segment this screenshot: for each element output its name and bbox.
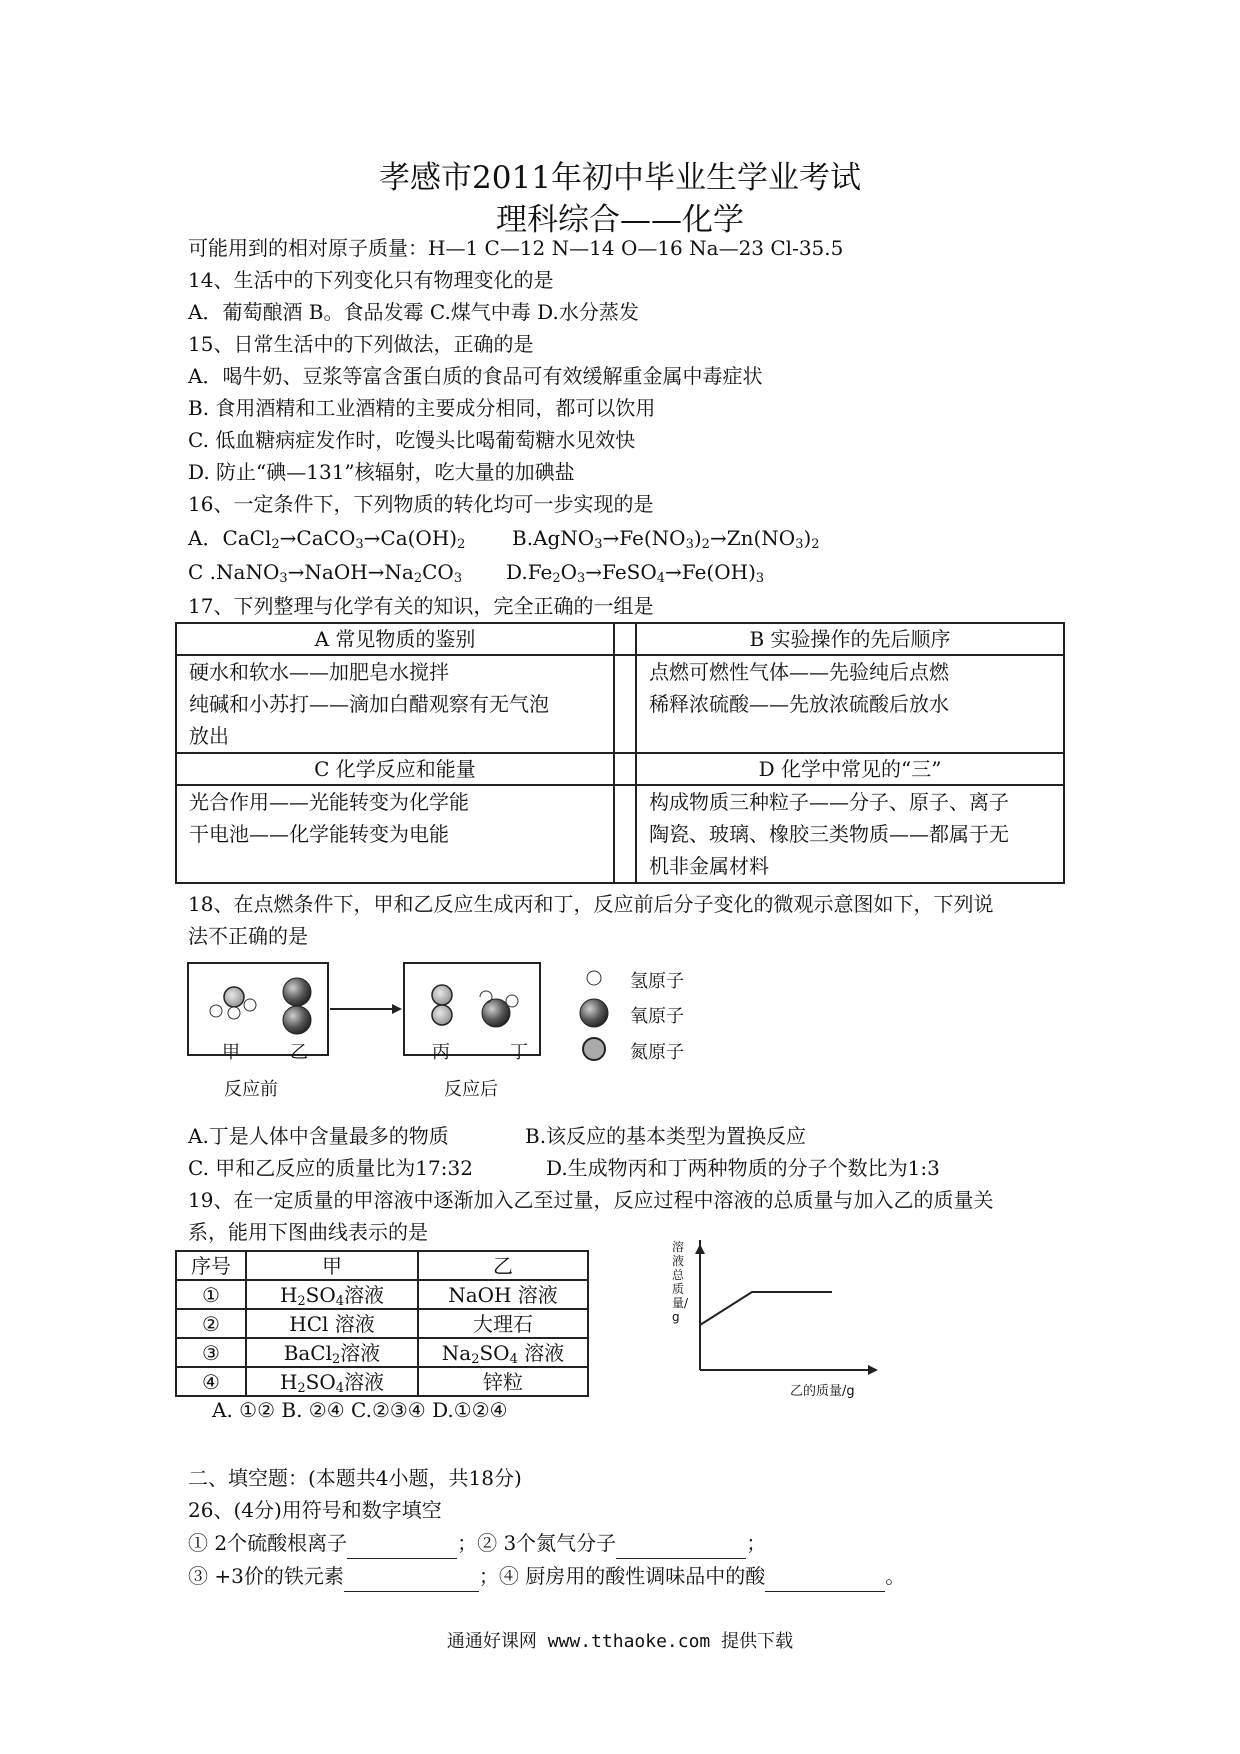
y-axis-arrow bbox=[695, 1244, 705, 1254]
q17-b-body bbox=[636, 655, 1064, 753]
q26-part4: ④ 厨房用的酸性调味品中的酸 bbox=[498, 1564, 766, 1588]
label-before: 反应前 bbox=[224, 1079, 278, 1100]
label-after: 反应后 bbox=[444, 1079, 498, 1100]
q26-part1: ① 2个硫酸根离子 bbox=[188, 1531, 348, 1555]
q17-c-item: 干电池——化学能转变为电能 bbox=[189, 822, 449, 846]
q18-option-d: D.生成物丙和丁两种物质的分子个数比为1:3 bbox=[546, 1156, 940, 1180]
nitrogen-atom bbox=[224, 987, 244, 1007]
q16-option-c: C $.NaNO_3\to NaOH\to Na_2CO_3$ bbox=[188, 560, 463, 586]
q17-gap bbox=[614, 623, 636, 655]
q18-option-c: C. 甲和乙反应的质量比为17:32 bbox=[188, 1156, 473, 1180]
hydrogen-atom bbox=[480, 991, 492, 1003]
q19-options: A. ①② B. ②④ C.②③④ D.①②④ bbox=[212, 1398, 508, 1422]
q16-option-b-label: B. bbox=[512, 526, 534, 550]
q26-part2: ② 3个氮气分子 bbox=[477, 1531, 617, 1555]
q16-option-a: A．$CaCl_2\to CaCO_3\to Ca(OH)_2$ bbox=[188, 526, 466, 552]
q15-stem: 15、日常生活中的下列做法，正确的是 bbox=[188, 332, 534, 356]
legend-nitrogen: 氮原子 bbox=[630, 1042, 684, 1063]
table-row bbox=[176, 1309, 588, 1338]
q17-gap bbox=[614, 785, 636, 883]
q17-gap bbox=[614, 655, 636, 753]
answer-blank-4[interactable] bbox=[765, 1569, 885, 1592]
legend-oxygen: 氧原子 bbox=[630, 1006, 684, 1027]
hydrogen-atom bbox=[228, 1007, 240, 1019]
q17-b-item: 稀释浓硫酸——先放浓硫酸后放水 bbox=[649, 692, 950, 716]
separator: ； bbox=[457, 1531, 478, 1555]
hydrogen-atom bbox=[506, 995, 518, 1007]
q18-option-a: A.丁是人体中含量最多的物质 bbox=[188, 1124, 449, 1148]
separator: ； bbox=[746, 1531, 767, 1555]
q17-a-item: 硬水和软水——加肥皂水搅拌 bbox=[189, 660, 449, 684]
row-number: ③ bbox=[176, 1338, 246, 1367]
oxygen-atom bbox=[283, 978, 311, 1006]
q15-option-d: D. 防止“碘—131”核辐射，吃大量的加碘盐 bbox=[188, 460, 575, 484]
row-number: ② bbox=[176, 1309, 246, 1338]
q17-c-header: C 化学反应和能量 bbox=[176, 753, 614, 785]
x-axis-arrow bbox=[868, 1365, 878, 1375]
hydrogen-legend-icon bbox=[587, 971, 601, 985]
answer-blank-2[interactable] bbox=[616, 1536, 746, 1559]
q17-d-body bbox=[636, 785, 1064, 883]
separator: ； bbox=[478, 1564, 499, 1588]
q19-stem-1: 19、在一定质量的甲溶液中逐渐加入乙至过量，反应过程中溶液的总质量与加入乙的质量关 bbox=[188, 1188, 994, 1212]
q17-d-item: 陶瓷、玻璃、橡胶三类物质——都属于无 bbox=[649, 822, 1010, 846]
q19-solution-table bbox=[175, 1250, 589, 1397]
q17-stem: 17、下列整理与化学有关的知识，完全正确的一组是 bbox=[188, 594, 654, 618]
row-jia: $H_2SO_4$溶液 bbox=[246, 1280, 418, 1309]
q17-a-item: 放出 bbox=[189, 724, 229, 748]
q17-c-body bbox=[176, 785, 614, 883]
q16-option-d-label: D. bbox=[506, 560, 528, 584]
q16-stem: 16、一定条件下，下列物质的转化均可一步实现的是 bbox=[188, 492, 654, 516]
label-yi: 乙 bbox=[290, 1042, 308, 1063]
footer-source: 通通好课网 www.tthaoke.com 提供下载 bbox=[446, 1631, 794, 1652]
q26-stem: 26、(4分)用符号和数字填空 bbox=[188, 1498, 442, 1522]
row-jia: HCl 溶液 bbox=[246, 1309, 418, 1338]
q18-option-b: B.该反应的基本类型为置换反应 bbox=[525, 1124, 807, 1148]
q26-part3: ③ +3价的铁元素 bbox=[188, 1564, 344, 1588]
q17-b-header: B 实验操作的先后顺序 bbox=[636, 623, 1064, 655]
q16-option-a-label: A． bbox=[188, 526, 223, 550]
exam-subtitle: 理科综合——化学 bbox=[496, 202, 744, 238]
q15-option-c: C. 低血糖病症发作时，吃馒头比喝葡萄糖水见效快 bbox=[188, 428, 636, 452]
row-yi: 锌粒 bbox=[418, 1367, 588, 1396]
section2-heading: 二、填空题：(本题共4小题，共18分) bbox=[188, 1466, 522, 1490]
q17-gap bbox=[614, 753, 636, 785]
row-yi: NaOH 溶液 bbox=[418, 1280, 588, 1309]
col-header-no: 序号 bbox=[176, 1251, 246, 1280]
row-jia: $H_2SO_4$溶液 bbox=[246, 1367, 418, 1396]
q26-line1 bbox=[188, 1527, 766, 1559]
answer-blank-1[interactable] bbox=[347, 1536, 457, 1559]
solution-word: 溶液 bbox=[344, 1282, 385, 1307]
q17-a-item: 纯碱和小苏打——滴加白醋观察有无气泡 bbox=[189, 692, 549, 716]
q17-knowledge-table bbox=[175, 622, 1065, 884]
q18-stem-1: 18、在点燃条件下，甲和乙反应生成丙和丁，反应前后分子变化的微观示意图如下，下列说 bbox=[188, 892, 994, 916]
nitrogen-atom bbox=[432, 985, 452, 1005]
oxygen-legend-icon bbox=[580, 999, 608, 1027]
row-yi: $Na_2SO_4$ 溶液 bbox=[418, 1338, 588, 1367]
row-number: ① bbox=[176, 1280, 246, 1309]
solution-word: 溶液 bbox=[340, 1340, 381, 1365]
label-bing: 丙 bbox=[432, 1042, 450, 1063]
table-row bbox=[176, 1367, 588, 1396]
row-number: ④ bbox=[176, 1367, 246, 1396]
atomic-masses: 可能用到的相对原子质量：H—1 C—12 N—14 O—16 Na—23 Cl-35.5 bbox=[188, 236, 844, 260]
col-header-jia: 甲 bbox=[246, 1251, 418, 1280]
row-yi: 大理石 bbox=[418, 1309, 588, 1338]
q17-b-item: 点燃可燃性气体——先验纯后点燃 bbox=[649, 660, 950, 684]
q15-option-b: B. 食用酒精和工业酒精的主要成分相同，都可以饮用 bbox=[188, 396, 656, 420]
answer-blank-3[interactable] bbox=[344, 1569, 479, 1592]
hydrogen-atom bbox=[244, 999, 256, 1011]
row-jia: BaCl$_2$溶液 bbox=[246, 1338, 418, 1367]
legend-hydrogen: 氢原子 bbox=[630, 971, 684, 992]
q19-stem-2: 系，能用下图曲线表示的是 bbox=[188, 1220, 428, 1244]
q14-stem: 14、生活中的下列变化只有物理变化的是 bbox=[188, 268, 554, 292]
q18-stem-2: 法不正确的是 bbox=[188, 924, 308, 948]
graph-x-label: 乙的质量/g bbox=[790, 1384, 855, 1399]
nitrogen-legend-icon bbox=[583, 1038, 605, 1060]
solution-word: 溶液 bbox=[344, 1369, 385, 1394]
table-row bbox=[176, 1280, 588, 1309]
q17-d-header: D 化学中常见的“三” bbox=[636, 753, 1064, 785]
col-header-yi: 乙 bbox=[418, 1251, 588, 1280]
q16-option-c-label: C . bbox=[188, 560, 217, 584]
q16-option-d: $D.Fe_2O_3\to FeSO_4\to Fe(OH)_3$ bbox=[506, 560, 765, 586]
q17-a-header: A 常见物质的鉴别 bbox=[176, 623, 614, 655]
q14-options: A．葡萄酿酒 B。食品发霉 C.煤气中毒 D.水分蒸发 bbox=[188, 300, 639, 324]
q17-d-item: 机非金属材料 bbox=[649, 854, 770, 878]
period: 。 bbox=[885, 1564, 906, 1588]
q17-a-body bbox=[176, 655, 614, 753]
oxygen-atom bbox=[283, 1006, 311, 1034]
exam-title: 孝感市2011年初中毕业生学业考试 bbox=[379, 160, 861, 196]
nitrogen-atom bbox=[432, 1005, 452, 1025]
solution-word: 溶液 bbox=[524, 1340, 565, 1365]
mass-curve bbox=[700, 1292, 832, 1325]
q17-d-item: 构成物质三种粒子——分子、原子、离子 bbox=[649, 790, 1010, 814]
graph-y-label: 溶液总质量/g bbox=[672, 1240, 689, 1324]
q19-mass-graph bbox=[660, 1240, 890, 1390]
hydrogen-atom bbox=[210, 1005, 222, 1017]
table-row bbox=[176, 1338, 588, 1367]
q15-option-a: A．喝牛奶、豆浆等富含蛋白质的食品可有效缓解重金属中毒症状 bbox=[188, 364, 763, 388]
q17-c-item: 光合作用——光能转变为化学能 bbox=[189, 790, 469, 814]
label-ding: 丁 bbox=[510, 1042, 528, 1063]
q26-line2 bbox=[188, 1560, 905, 1592]
q16-option-b: $B.AgNO_3\to Fe(NO_3)_2\to Zn(NO_3)_2$ bbox=[512, 526, 820, 552]
q18-legend-symbols bbox=[578, 965, 618, 1075]
label-jia: 甲 bbox=[222, 1042, 240, 1063]
arrow-head bbox=[392, 1004, 402, 1014]
